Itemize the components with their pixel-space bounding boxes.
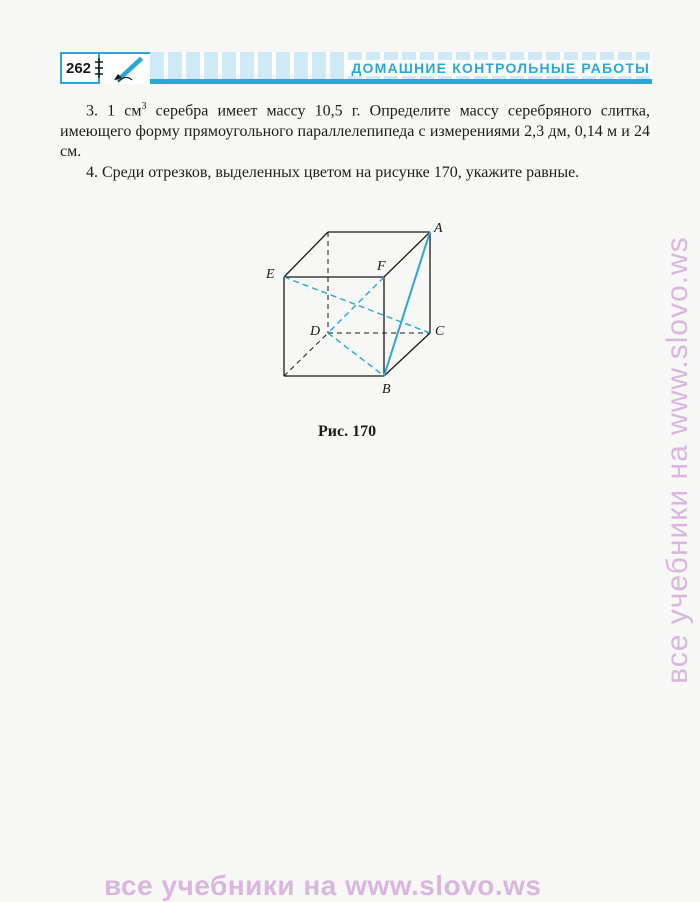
segment-d-b bbox=[328, 333, 384, 376]
problem-3-superscript: 3 bbox=[141, 101, 147, 112]
problem-4: 4. Среди отрезков, выделенных цветом на рисунке 170, укажите равные. bbox=[86, 163, 580, 181]
segment-e-c bbox=[284, 277, 430, 333]
edge-e-back bbox=[284, 232, 328, 277]
segment-f-d bbox=[328, 277, 384, 333]
label-a: A bbox=[434, 221, 443, 236]
label-b: B bbox=[382, 382, 391, 397]
label-d: D bbox=[310, 324, 321, 339]
label-c: C bbox=[435, 324, 445, 339]
problem-3-rest: серебра имеет массу 10,5 г. Определите массу серебряного слитка, имеющего форму прямоугольного параллелепипеда с измерениями 2,3 дм, 0,14 м и 24 см. bbox=[60, 102, 650, 161]
figure-caption: Рис. 170 bbox=[318, 423, 377, 440]
label-e: E bbox=[266, 267, 275, 282]
problem-3-start: 3. 1 см bbox=[86, 102, 142, 120]
watermark-bottom: все учебники на www.slovo.ws bbox=[104, 870, 542, 901]
section-title: ДОМАШНИЕ КОНТРОЛЬНЫЕ РАБОТЫ bbox=[345, 60, 650, 76]
edge-d-hidden bbox=[284, 333, 328, 376]
page-number: 262 bbox=[66, 60, 92, 77]
watermark-side: все учебники на www.slovo.ws bbox=[661, 236, 694, 684]
label-f: F bbox=[377, 259, 386, 274]
